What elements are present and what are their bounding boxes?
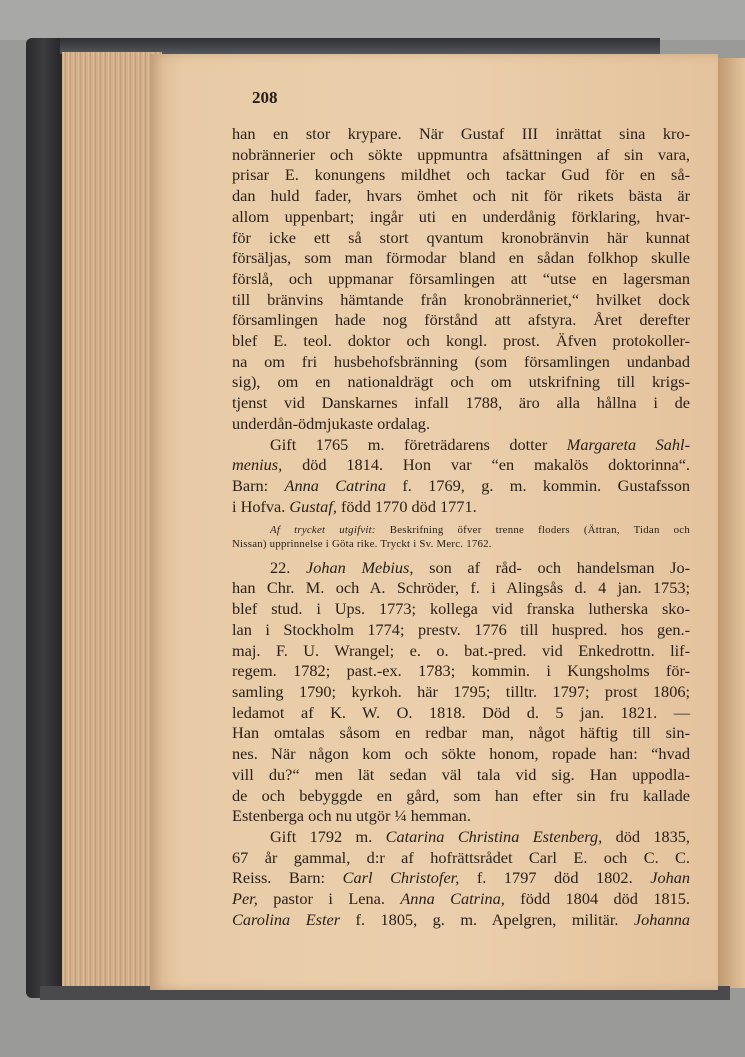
footnote-line: Af trycket utgifvit: Beskrifning öfver trenne floders (Ättran, Tidan och (270, 524, 691, 537)
text-line: Han omtalas såsom en redbar man, något häftig till sin- (232, 723, 690, 743)
text-line: 22. Johan Mebius, son af råd- och handelsman Jo- (270, 557, 691, 577)
text-line: Reiss. Barn: Carl Christofer, f. 1797 död 1802. Johan (232, 868, 691, 888)
text-line: allom uppenbart; ingår uti en underdånig förklaring, hvar- (232, 206, 690, 226)
footnote-line: Nissan) upprinnelse i Göta rike. Tryckt i Sv. Merc. 1762. (232, 537, 492, 550)
text-line: Per, pastor i Lena. Anna Catrina, född 1804 död 1815. (232, 889, 690, 909)
facing-page-edge (718, 58, 745, 988)
text-line: sig), om en nationaldrägt och om utskrifning till krigs- (232, 372, 690, 392)
text-line: Barn: Anna Catrina f. 1769, g. m. kommin. Gustafsson (232, 475, 690, 495)
text-line: vill du?“ men lät sedan väl tala vid sig. Han uppodla- (232, 764, 690, 784)
text-line: blef E. teol. doktor och kongl. prost. Äfven protokoller- (232, 331, 690, 351)
text-line: ledamot af K. W. O. 1818. Död d. 5 jan. 1821. — (232, 702, 690, 722)
text-line: Carolina Ester f. 1805, g. m. Apelgren, militär. Johanna (232, 909, 690, 929)
text-line: lan i Stockholm 1774; prestv. 1776 till huspred. hos gen.- (232, 619, 690, 639)
text-line: till bränvins hämtande från kronobränneriet,“ hvilket dock (232, 289, 690, 309)
text-line: underdån-ödmjukaste ordalag. (232, 413, 431, 433)
text-line: menius, död 1814. Hon var “en makalös doktorinna“. (232, 455, 690, 475)
text-line: de och bebyggde en gård, som han efter sin fru kallade (232, 785, 690, 805)
text-line: försäljas, som man förmodar bland en sådan folkhop skulle (232, 248, 690, 268)
text-line: församlingen hade nog förstånd att afstyra. Året derefter (232, 310, 690, 330)
text-line: blef stud. i Ups. 1773; kollega vid franska lutherska sko- (232, 599, 690, 619)
text-line: Estenberga och nu utgör ¼ hemman. (232, 806, 471, 826)
text-line: för icke ett så stort qvantum kronobränvin här kunnat (232, 227, 690, 247)
text-line: regem. 1782; past.-ex. 1783; kommin. i Kungsholms för- (232, 661, 690, 681)
text-line: han en stor krypare. När Gustaf III inrättat sina kro- (232, 124, 690, 143)
paragraph-block-2 (232, 578, 690, 806)
text-line: maj. F. U. Wrangel; e. o. bat.-pred. vid Enkedrottn. lif- (232, 640, 690, 660)
text-line: Gift 1792 m. Catarina Christina Estenberg, död 1835, (270, 826, 691, 846)
text-line: 67 år gammal, d:r af hofrättsrådet Carl E. och C. C. (232, 847, 690, 867)
text-line: prisar E. konungens mildhet och tackar Gud för en så- (232, 165, 690, 185)
page-edges (62, 52, 162, 992)
text-line: na om fri husbehofsbränning (som församlingen undanbad (232, 351, 690, 371)
text-line: tjenst vid Danskarnes infall 1788, äro alla hållna i de (232, 393, 690, 413)
text-line: samling 1790; kyrkoh. här 1795; tilltr. 1797; prost 1806; (232, 681, 690, 701)
paragraph-block-1 (232, 124, 690, 435)
page-text (232, 124, 690, 930)
text-line: nobrännerier och sökte uppmuntra afsättningen af sin vara, (232, 144, 690, 164)
page-number: 208 (252, 88, 278, 107)
text-line: dan huld fader, hvars ömhet och nit för rikets bästa är (232, 186, 690, 206)
text-line: förslå, och uppmanar församlingen att “utse en lagersman (232, 268, 690, 288)
text-line: Gift 1765 m. företrädarens dotter Margareta Sahl- (270, 434, 690, 454)
text-line: han Chr. M. och A. Schröder, f. i Alingsås d. 4 jan. 1753; (232, 578, 690, 598)
text-line: i Hofva. Gustaf, född 1770 död 1771. (232, 496, 477, 516)
text-line: nes. När någon kom och sökte honom, ropade han: “hvad (232, 744, 690, 764)
background (0, 0, 745, 40)
